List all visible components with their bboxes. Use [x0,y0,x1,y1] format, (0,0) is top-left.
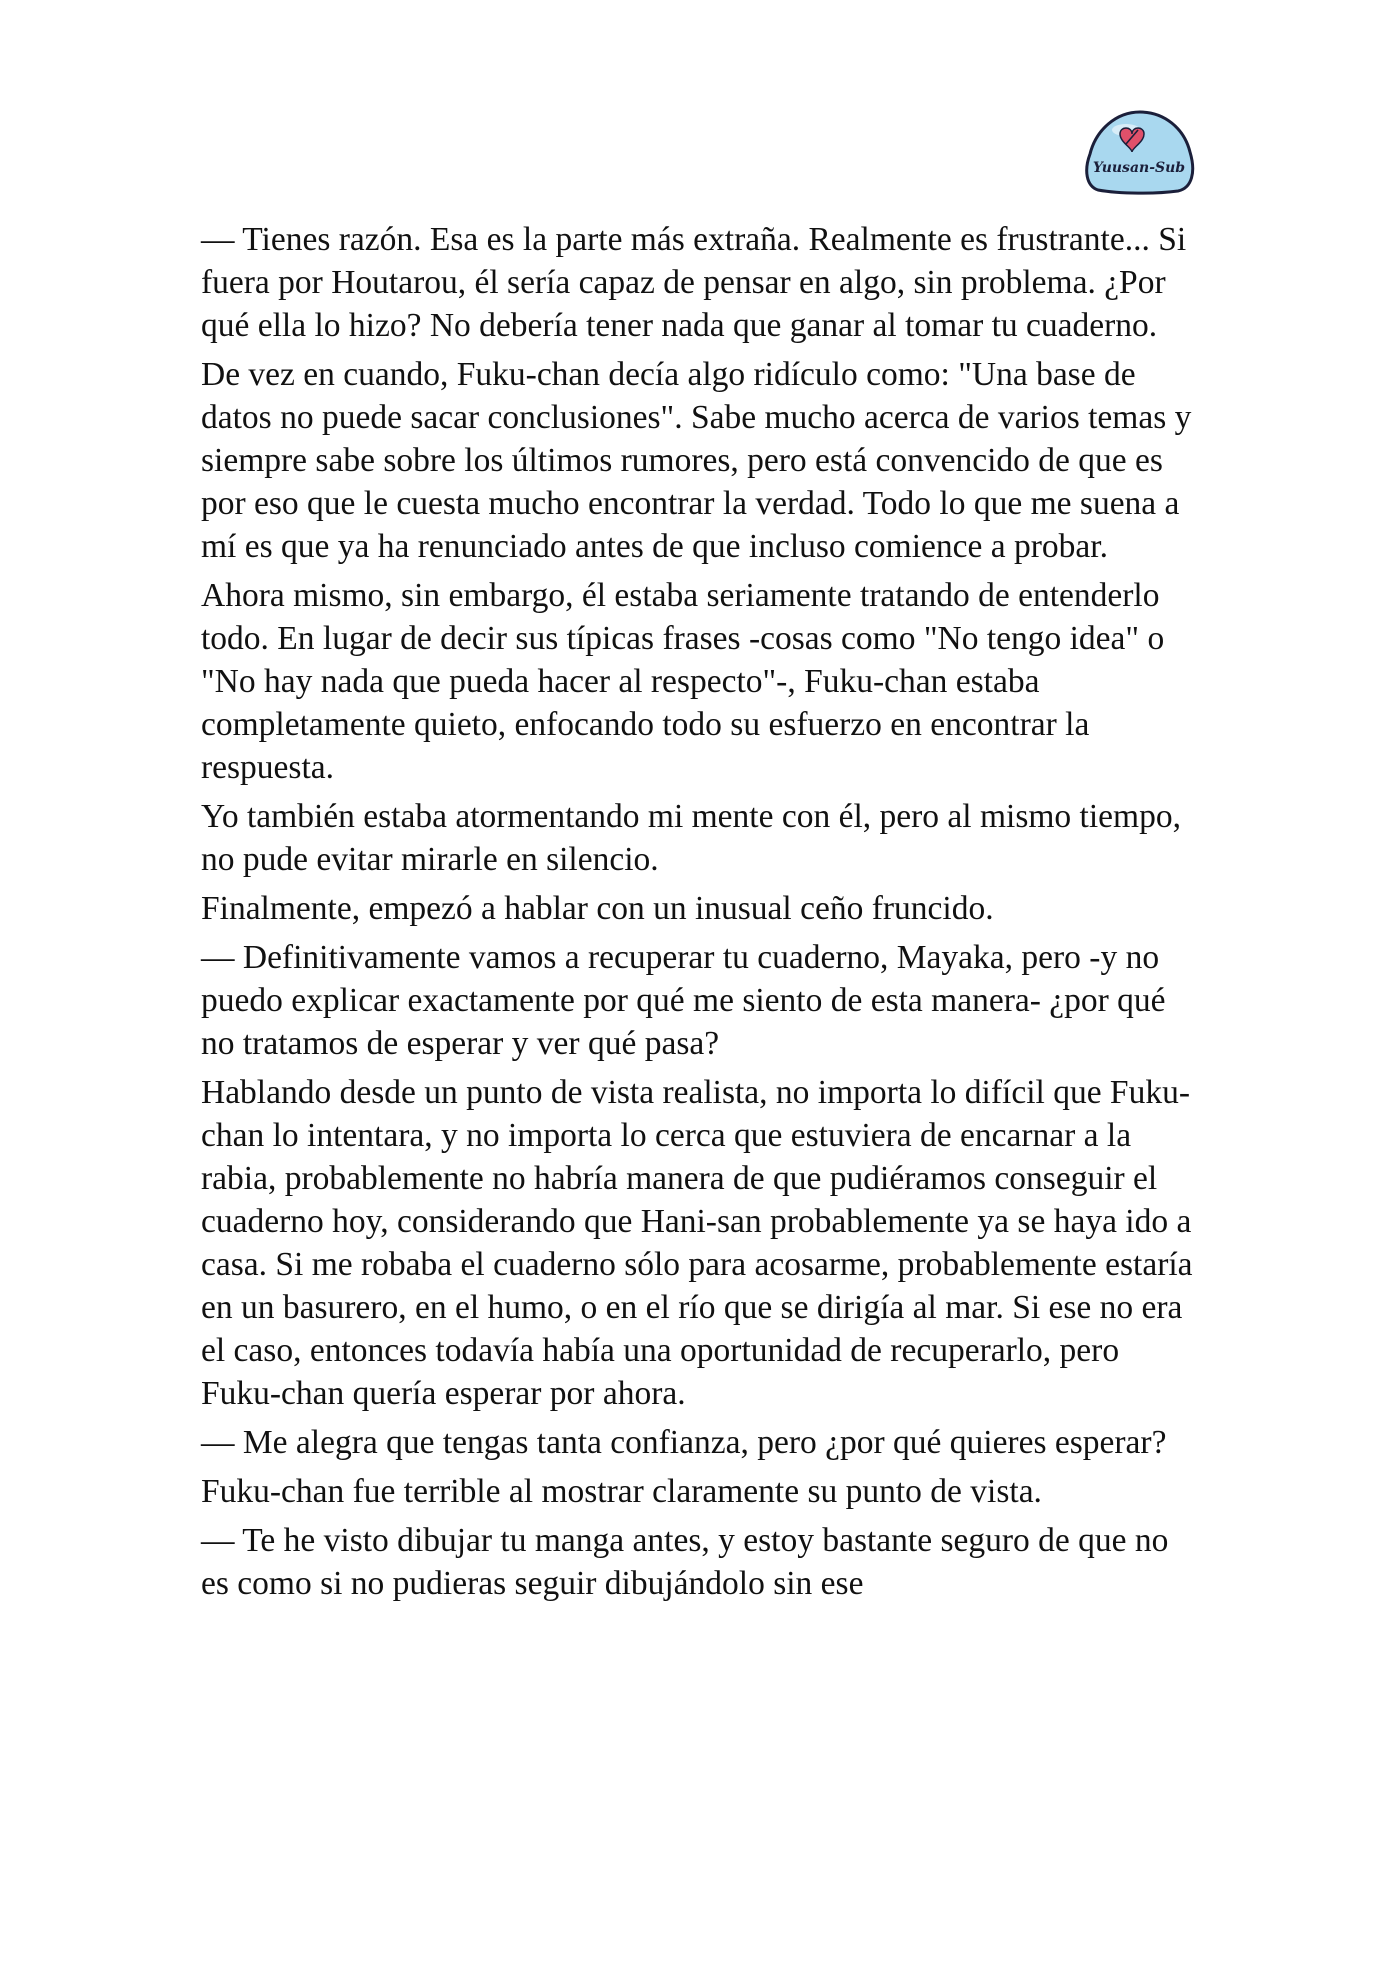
paragraph: Fuku-chan fue terrible al mostrar claramente su punto de vista. [201,1473,1042,1510]
paragraph: De vez en cuando, Fuku-chan decía algo ridículo como: "Una base de datos no puede sacar conclusiones". Sabe mucho acerca de varios temas y siempre sabe sobre los últimos rumores, pero está convencido de que es por eso que le cuesta mucho encontrar la verdad. Todo lo que me suena a mí es que ya ha renunciado antes de que incluso comience a probar. [201,356,1192,565]
paragraph: — Me alegra que tengas tanta confianza, pero ¿por qué quieres esperar? [201,1424,1167,1461]
paragraph: Ahora mismo, sin embargo, él estaba seriamente tratando de entenderlo todo. En lugar de decir sus típicas frases -cosas como "No tengo idea" o "No hay nada que pueda hacer al respecto"-, Fuku-chan estaba completamente quieto, enfocando todo su esfuerzo en encontrar la respuesta. [201,577,1165,786]
watermark-logo-text: Yuusan-Sub [1092,160,1186,176]
watermark-logo-graphic [1080,104,1198,198]
paragraph: — Te he visto dibujar tu manga antes, y estoy bastante seguro de que no es como si no pudieras seguir dibujándolo sin ese [201,1522,1169,1602]
paragraph: — Tienes razón. Esa es la parte más extraña. Realmente es frustrante... Si fuera por Houtarou, él sería capaz de pensar en algo, sin problema. ¿Por qué ella lo hizo? No debería tener nada que ganar al tomar tu cuaderno. [201,221,1187,344]
paragraph: Finalmente, empezó a hablar con un inusual ceño fruncido. [201,890,994,927]
paragraph: Yo también estaba atormentando mi mente con él, pero al mismo tiempo, no pude evitar mirarle en silencio. [201,798,1181,878]
paragraph: Hablando desde un punto de vista realista, no importa lo difícil que Fuku-chan lo intentara, y no importa lo cerca que estuviera de encarnar a la rabia, probablemente no habría manera de que pudiéramos conseguir el cuaderno hoy, considerando que Hani-san probablemente ya se haya ido a casa. Si me robaba el cuaderno sólo para acosarme, probablemente estaría en un basurero, en el humo, o en el río que se dirigía al mar. Si ese no era el caso, entonces todavía había una oportunidad de recuperarlo, pero Fuku-chan quería esperar por ahora. [201,1074,1193,1412]
paragraph: — Definitivamente vamos a recuperar tu cuaderno, Mayaka, pero -y no puedo explicar exactamente por qué me siento de esta manera- ¿por qué no tratamos de esperar y ver qué pasa? [201,939,1166,1062]
watermark-logo [1080,104,1198,198]
body-text [201,218,1201,1611]
